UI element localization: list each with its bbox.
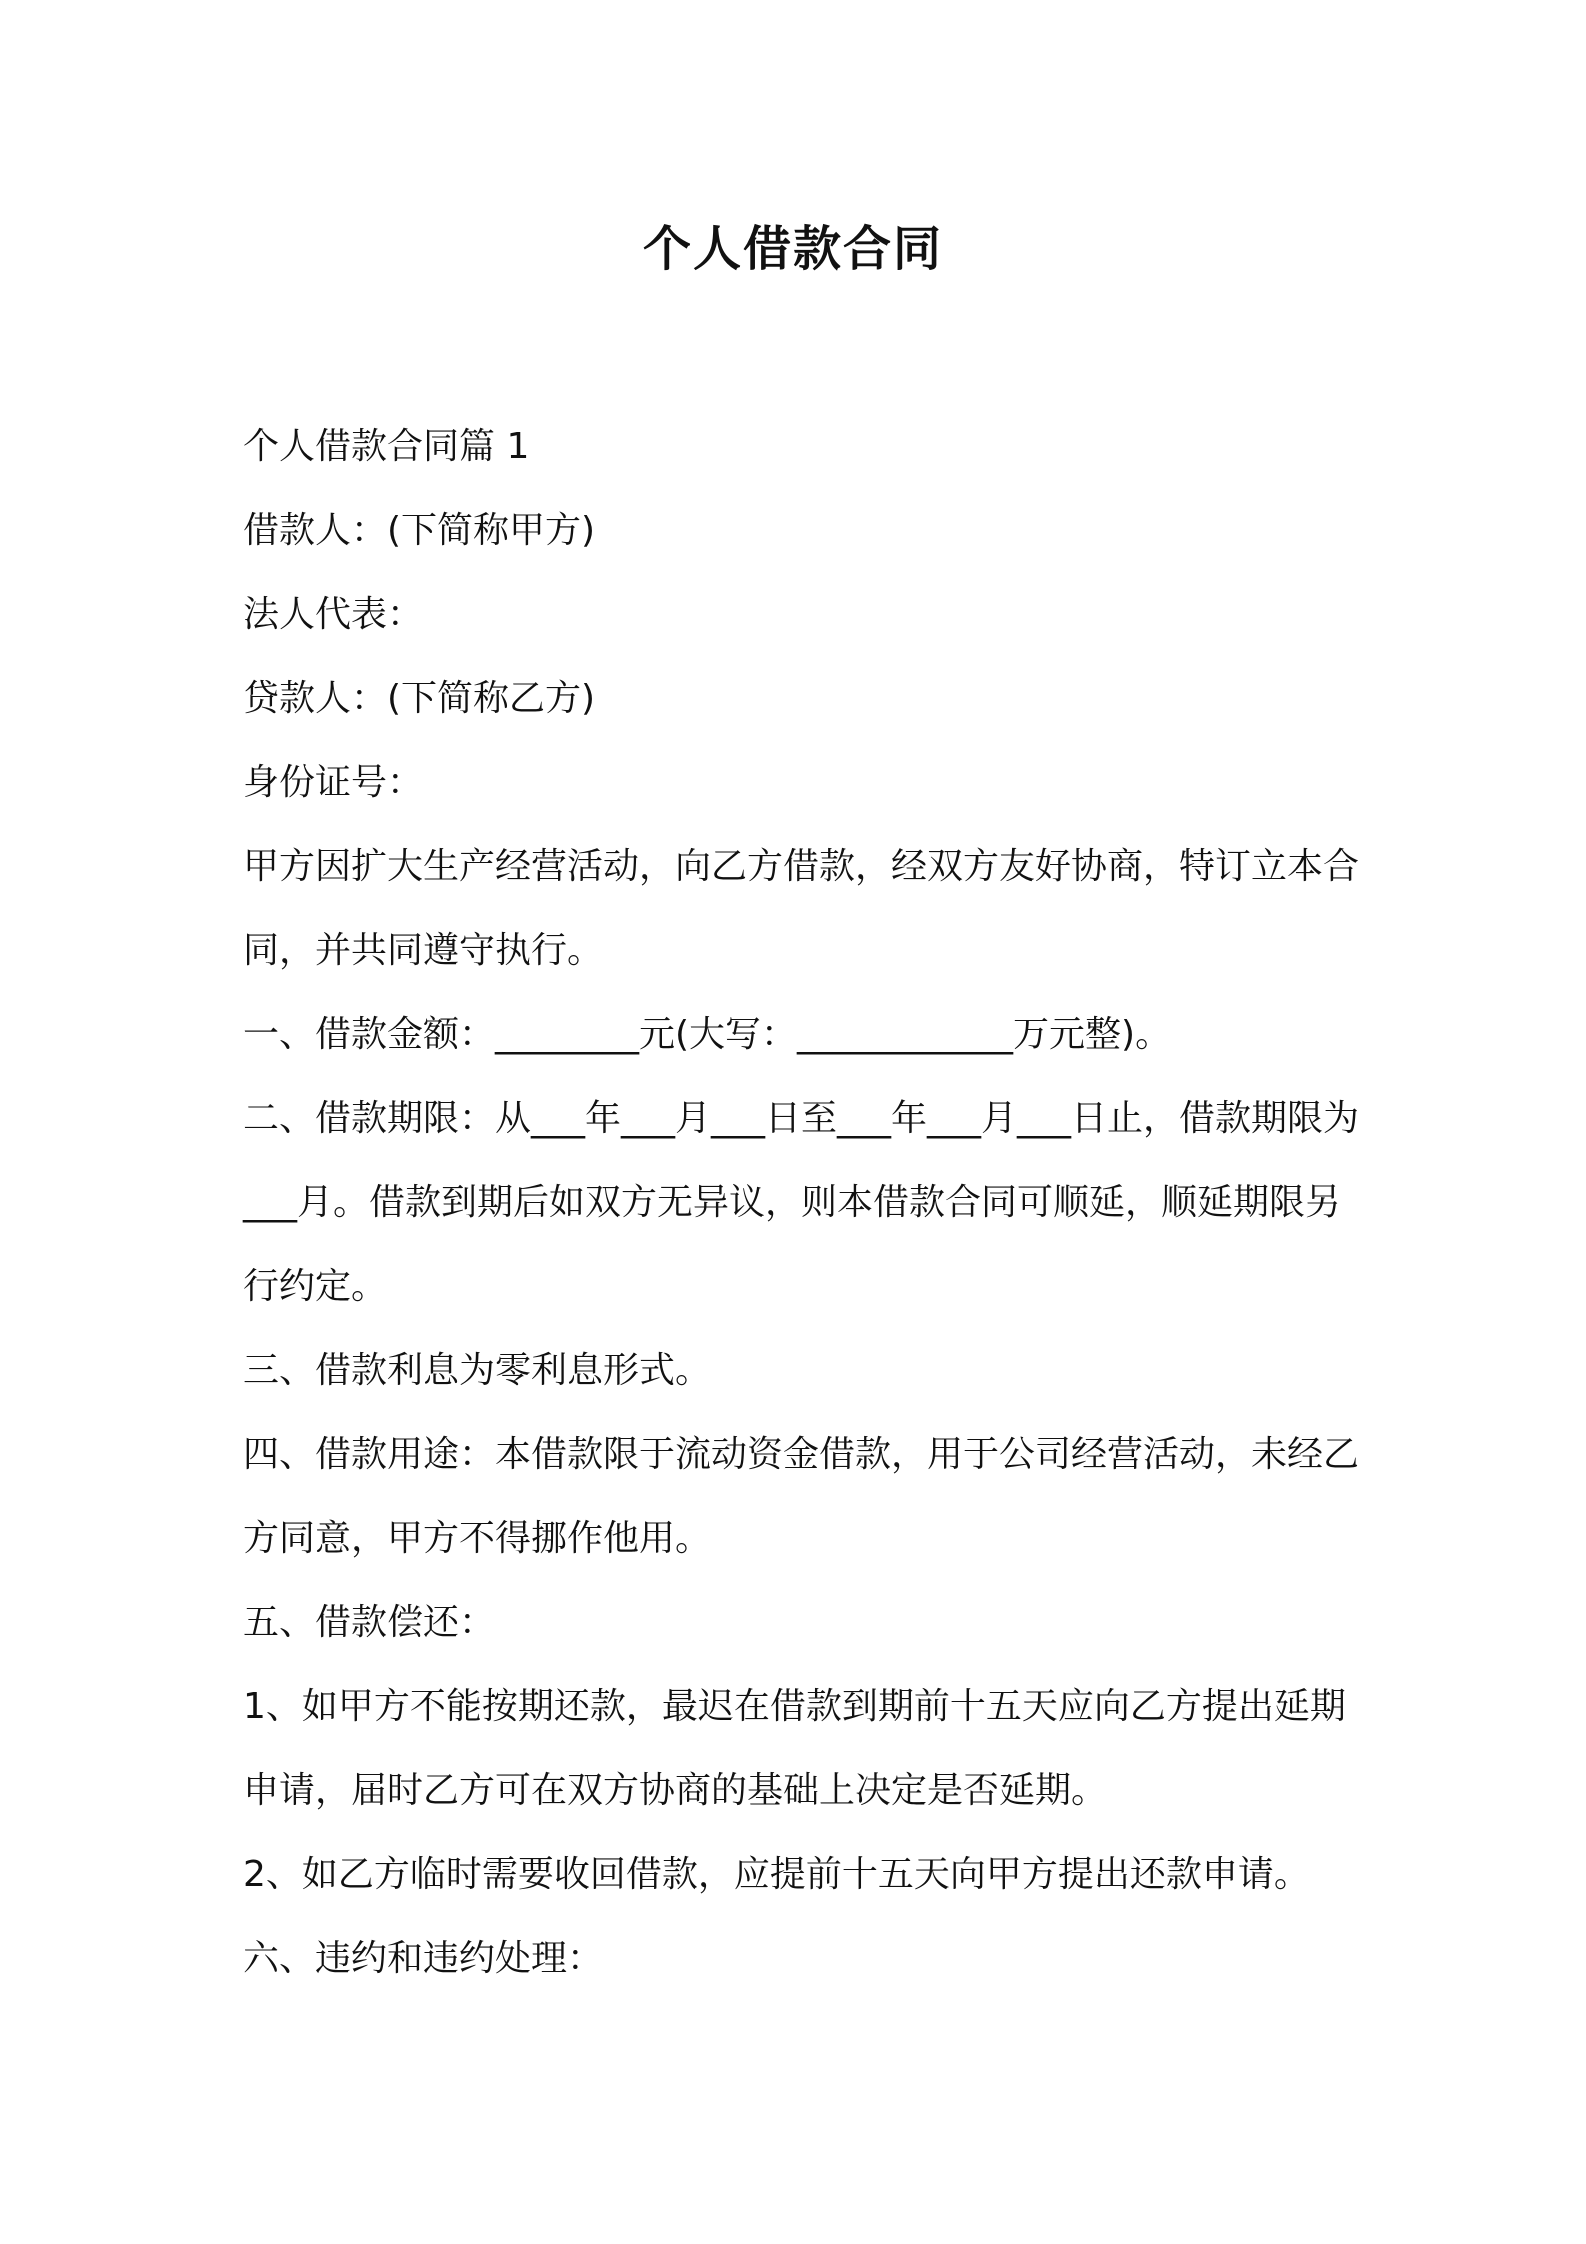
clause-loan-term: 二、借款期限：从___年___月___日至___年___月___日止，借款期限为___月。借款到期后如双方无异议，则本借款合同可顺延，顺延期限另行约定。	[243, 1098, 1360, 1307]
preamble-paragraph: 甲方因扩大生产经营活动，向乙方借款，经双方友好协商，特订立本合同，并共同遵守执行。	[243, 846, 1360, 971]
clause-breach: 六、违约和违约处理：	[243, 1938, 604, 1979]
clause-loan-amount: 一、借款金额：________元(大写：____________万元整)。	[243, 1014, 1172, 1055]
borrower-line: 借款人：(下简称甲方)	[243, 510, 596, 551]
document-body	[243, 405, 1363, 2001]
legal-representative-line: 法人代表：	[243, 594, 424, 635]
clause-loan-interest: 三、借款利息为零利息形式。	[243, 1350, 712, 1391]
lender-line: 贷款人：(下简称乙方)	[243, 678, 596, 719]
clause-loan-repayment: 五、借款偿还：	[243, 1602, 496, 1643]
document-title: 个人借款合同	[642, 221, 943, 277]
repayment-item-2: 2、如乙方临时需要收回借款，应提前十五天向甲方提出还款申请。	[243, 1854, 1310, 1895]
section-heading: 个人借款合同篇 1	[243, 426, 530, 467]
repayment-item-1: 1、如甲方不能按期还款，最迟在借款到期前十五天应向乙方提出延期申请，届时乙方可在双方协商的基础上决定是否延期。	[243, 1686, 1346, 1811]
clause-loan-purpose: 四、借款用途：本借款限于流动资金借款，用于公司经营活动，未经乙方同意，甲方不得挪作他用。	[243, 1434, 1360, 1559]
id-number-line: 身份证号：	[243, 762, 424, 803]
